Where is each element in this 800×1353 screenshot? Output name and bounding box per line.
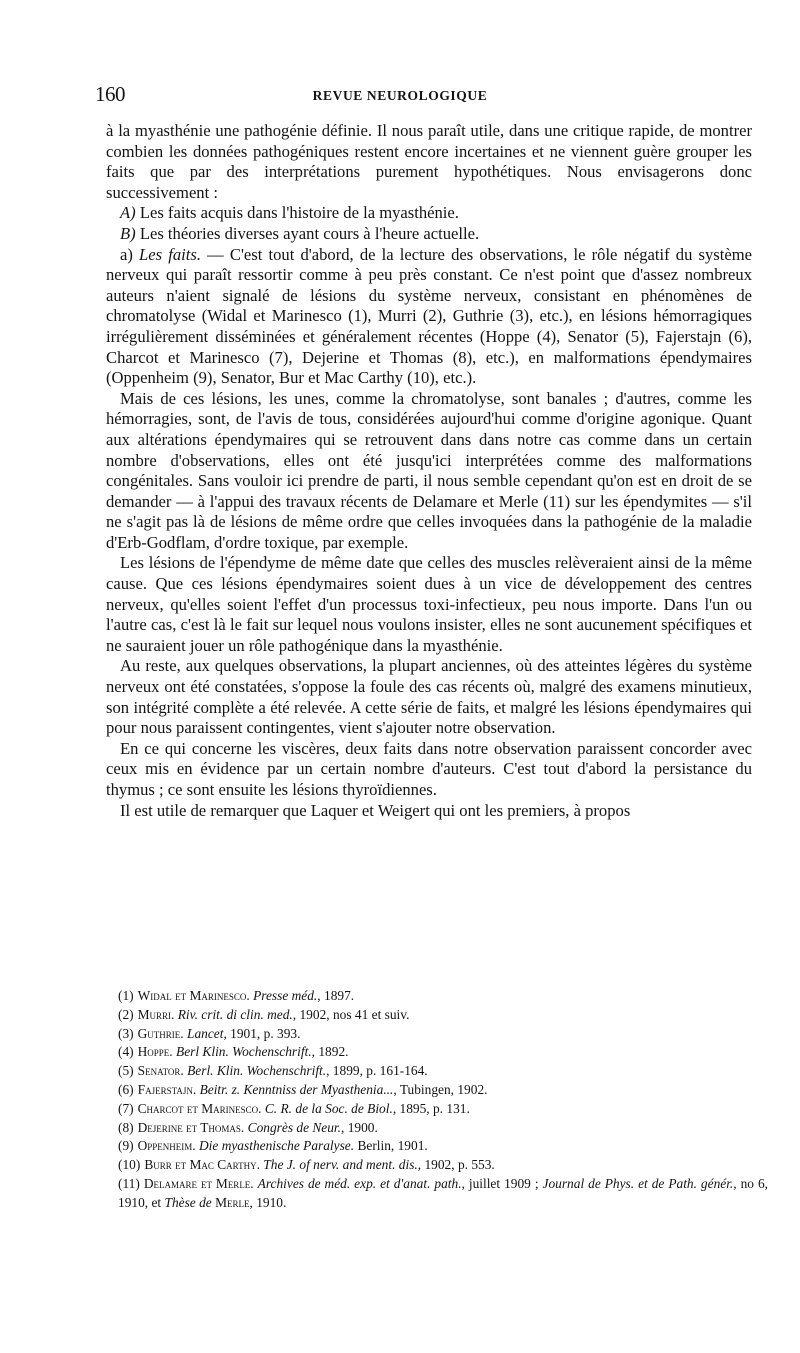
footnote <box>118 1062 768 1081</box>
footnote-number: (6) <box>118 1081 134 1097</box>
footnote-number: (9) <box>118 1138 134 1154</box>
footnote-title: The J. of nerv. and ment. dis. <box>263 1157 418 1173</box>
paragraph-list-item-b <box>106 224 752 245</box>
paragraph <box>106 245 752 389</box>
footnote-ref: , 1892. <box>311 1044 349 1060</box>
paragraph-text: — C'est tout d'abord, de la lecture des observations, le rôle négatif du système nerveux qui paraît ressortir comme à peu près constant. Ce n'est point que d'assez nombreux auteurs n'aient signalé de lésions du système nerveux, consistant en phénomènes de chromatolyse (Widal et Marinesco (1), Murri (2), Guthrie (3), etc.), en lésions hémorragiques irrégulièrement disséminées et généralement récentes (Hoppe (4), Senator (5), Fajerstajn (6), Charcot et Marinesco (7), Dejerine et Thomas (8), etc.), en malformations épendymaires (Oppenheim (9), Senator, Bur et Mac Carthy (10), etc.). <box>106 244 752 388</box>
footnote <box>118 1081 768 1100</box>
page-header <box>0 0 800 110</box>
footnote-title: Congrès de Neur. <box>247 1119 342 1135</box>
footnote-title: Archives de méd. exp. et d'anat. path. <box>257 1175 462 1191</box>
footnote <box>118 1025 768 1044</box>
footnote <box>118 1175 768 1213</box>
footnote-ref: , 1902, nos 41 et suiv. <box>292 1006 410 1022</box>
footnotes <box>118 987 768 1213</box>
footnote-title: Riv. crit. di clin. med. <box>177 1006 293 1022</box>
paragraph: Les lésions de l'épendyme de même date que celles des muscles relèveraient ainsi de la même cause. Que ces lésions épendymaires soient dues à un vice de développement des centres nerveux, qu'elles soient l'effet d'un processus toxi-infectieux, peu nous importe. Dans l'un ou l'autre cas, c'est là le fait sur lequel nous voulons insister, elles ne sont aucunement spécifiques et ne sauraient jouer un rôle pathogénique dans la myasthénie. <box>106 553 752 655</box>
footnote-authors: Merle <box>215 1194 250 1210</box>
footnote-title: Lancet <box>187 1025 224 1041</box>
page-number: 160 <box>95 82 125 106</box>
footnote-ref: , Tubingen, 1902. <box>393 1081 488 1097</box>
footnote-ref: , 1901, p. 393. <box>223 1025 301 1041</box>
footnote-ref: , 1900. <box>341 1119 378 1135</box>
footnote-authors: Burr et Mac Carthy. <box>144 1157 260 1173</box>
list-text: Les faits acquis dans l'histoire de la myasthénie. <box>135 203 459 223</box>
paragraph: Au reste, aux quelques observations, la plupart anciennes, où des atteintes légères du système nerveux ont été constatées, s'oppose la foule des cas récents où, malgré des examens minutieux, son intégrité complète a été relevée. A cette série de faits, et malgré les lésions épendymaires qui pour nous paraissent contingentes, vient s'ajouter notre observation. <box>106 656 752 738</box>
footnote-authors: Guthrie. <box>137 1025 184 1041</box>
footnote-ref: Berlin, 1901. <box>354 1138 428 1154</box>
paragraph: à la myasthénie une pathogénie définie. Il nous paraît utile, dans une critique rapide, de montrer combien les données pathogéniques restent encore incertaines et ne viennent guère grouper les faits que par des interprétations purement hypothétiques. Nous envisagerons donc successivement : <box>106 121 752 202</box>
footnote-title: C. R. de la Soc. de Biol. <box>264 1100 393 1116</box>
footnote-number: (2) <box>118 1006 134 1022</box>
footnote <box>118 987 768 1006</box>
footnote-ref: , 1895, p. 131. <box>392 1100 470 1116</box>
section-heading: Les faits. <box>139 244 201 264</box>
footnote-title: Berl Klin. Wochenschrift. <box>176 1044 312 1060</box>
footnote-ref: , no 6, 1910, et <box>118 1175 768 1210</box>
paragraph: Mais de ces lésions, les unes, comme la chromatolyse, sont banales ; d'autres, comme les hémorragies, sont, de l'avis de tous, considérées aujourd'hui comme d'origine agonique. Quant aux altérations épendymaires qui se retrouvent dans dans notre cas comme dans un certain nombre d'observations, elles ont été jusqu'ici interprétées comme des malformations congénitales. Sans vouloir ici prendre de parti, il nous semble cependant qu'on est en droit de se demander — à l'appui des travaux récents de Delamare et Merle (11) sur les épendymites — s'il ne s'agit pas là de lésions de même ordre que celles invoquées dans la pathogénie de la maladie d'Erb-Godflam, d'ordre toxique, par exemple. <box>106 388 752 552</box>
list-text: Les théories diverses ayant cours à l'heure actuelle. <box>135 223 480 243</box>
section-prefix: a) <box>120 244 140 264</box>
footnote-number: (1) <box>118 988 134 1003</box>
footnote-ref: , 1897. <box>317 988 355 1003</box>
footnote <box>118 1137 768 1156</box>
footnote-title: Thèse de <box>164 1194 212 1210</box>
footnote-number: (4) <box>118 1044 134 1060</box>
footnote-number: (10) <box>118 1157 141 1173</box>
footnote-authors: Senator. <box>137 1063 184 1079</box>
footnote-number: (5) <box>118 1063 134 1079</box>
footnote-authors: Hoppe. <box>137 1044 173 1060</box>
footnote-number: (3) <box>118 1025 134 1041</box>
footnote-title: Berl. Klin. Wochenschrift. <box>187 1063 327 1079</box>
footnote-ref: , 1902, p. 553. <box>417 1157 495 1173</box>
footnote-authors: Widal et Marinesco. <box>137 988 250 1003</box>
footnote-authors: Murri. <box>137 1006 175 1022</box>
footnote <box>118 1100 768 1119</box>
footnote <box>118 1043 768 1062</box>
footnote-title: Die myasthenische Paralyse. <box>199 1138 355 1154</box>
footnote-ref: , 1899, p. 161-164. <box>326 1063 428 1079</box>
footnote-number: (8) <box>118 1119 134 1135</box>
footnote-authors: Dejerine et Thomas. <box>137 1119 245 1135</box>
running-title: REVUE NEUROLOGIQUE <box>312 88 488 103</box>
paragraph: En ce qui concerne les viscères, deux faits dans notre observation paraissent concorder avec ceux mis en évidence par un certain nombre d'auteurs. C'est tout d'abord la persistance du thymus ; ce sont ensuite les lésions thyroïdiennes. <box>106 738 752 799</box>
footnote-authors: Oppenheim. <box>137 1138 196 1154</box>
footnote-authors: Delamare et Merle. <box>143 1175 254 1191</box>
footnote-ref: , juillet 1909 ; <box>461 1175 543 1191</box>
footnote-ref: , 1910. <box>249 1194 287 1210</box>
footnote-authors: Charcot et Marinesco. <box>137 1100 262 1116</box>
list-marker: B) <box>120 223 136 243</box>
paragraph-list-item-a <box>106 203 752 224</box>
footnote <box>118 1156 768 1175</box>
footnote-number: (11) <box>118 1175 140 1191</box>
paragraph: Il est utile de remarquer que Laquer et Weigert qui ont les premiers, à propos <box>120 800 631 820</box>
footnote <box>118 1006 768 1025</box>
footnote-number: (7) <box>118 1100 134 1116</box>
footnote-authors: Fajerstajn. <box>137 1081 197 1097</box>
body-text <box>106 121 752 821</box>
list-marker: A) <box>120 203 136 223</box>
footnote-title: Journal de Phys. et de Path. génér. <box>542 1175 734 1191</box>
footnote <box>118 1119 768 1138</box>
footnote-title: Presse méd. <box>253 988 318 1003</box>
footnote-title: Beitr. z. Kenntniss der Myasthenia... <box>199 1081 394 1097</box>
